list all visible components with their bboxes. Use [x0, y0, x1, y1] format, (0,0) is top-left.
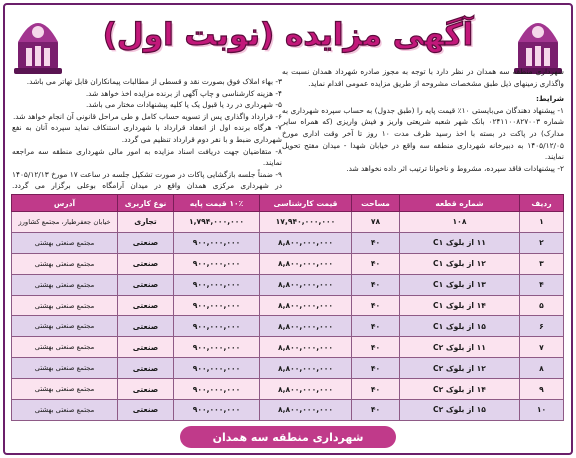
table-cell: ۴۰ [352, 337, 400, 358]
table-cell: ۴۰ [352, 358, 400, 379]
table-cell: ۱۵ از بلوک C۱ [400, 316, 520, 337]
conditions-heading: شرایط: [535, 94, 564, 104]
table-cell: ۶ [520, 316, 564, 337]
table-cell: ۹۰۰,۰۰۰,۰۰۰ [174, 337, 260, 358]
table-cell: ۸,۸۰۰,۰۰۰,۰۰۰ [260, 232, 352, 253]
condition-item: ۸- متقاضیان جهت دریافت اسناد مزایده به امور مالی شهرداری منطقه سه مراجعه نمایند. [12, 146, 282, 168]
column-header: آدرس [12, 195, 118, 212]
table-cell: مجتمع صنعتی بهشتی [12, 358, 118, 379]
table-cell: ۸ [520, 358, 564, 379]
table-cell: ۱,۷۹۴,۰۰۰,۰۰۰ [174, 212, 260, 233]
table-cell: صنعتی [118, 295, 174, 316]
table-cell: صنعتی [118, 274, 174, 295]
table-cell: صنعتی [118, 379, 174, 400]
condition-item: ۹- ضمناً جلسه بازگشایی پاکات در صورت تشکیل جلسه در ساعت ۱۷ مورخ ۱۴۰۵/۱۲/۱۳ در شهرداری مرکزی همدان واقع در میدان آرامگاه بوعلی برگزار می گردد. [12, 169, 282, 191]
table-cell: صنعتی [118, 337, 174, 358]
table-row [12, 232, 564, 253]
condition-item: ۳- بهاء املاک فوق بصورت نقد و قسطی از مطالبات پیمانکاران قابل تهاتر می باشد. [26, 77, 282, 86]
condition-item: ۶- قرارداد واگذاری پس از تسویه حساب کامل و طی مراحل قانونی آن انجام خواهد شد. [12, 111, 282, 121]
column-header: شماره قطعه [400, 195, 520, 212]
table-cell: ۴۰ [352, 295, 400, 316]
table-cell: ۴۰ [352, 253, 400, 274]
table-cell: ۸,۸۰۰,۰۰۰,۰۰۰ [260, 274, 352, 295]
condition-item: ۴- هزینه کارشناسی و چاپ آگهی از برنده مزایده اخذ خواهد شد. [85, 88, 282, 98]
table-cell: ۸,۸۰۰,۰۰۰,۰۰۰ [260, 295, 352, 316]
table-row [12, 274, 564, 295]
table-cell: ۹۰۰,۰۰۰,۰۰۰ [174, 232, 260, 253]
table-cell: ۵ [520, 295, 564, 316]
table-cell: ۱۴ از بلوک C۱ [400, 295, 520, 316]
page-title: آگهی مزایده (نوبت اول) [102, 17, 474, 53]
notice-title-banner [102, 6, 474, 64]
table-cell: ۱ [520, 212, 564, 233]
conditions-column-left [12, 76, 282, 204]
table-row [12, 316, 564, 337]
table-cell: صنعتی [118, 232, 174, 253]
table-cell: صنعتی [118, 358, 174, 379]
table-cell: صنعتی [118, 253, 174, 274]
table-row [12, 253, 564, 274]
table-cell: ۱۳ از بلوک C۱ [400, 274, 520, 295]
table-cell: ۴۰ [352, 232, 400, 253]
condition-item: ۲- پیشنهادات فاقد سپرده، مشروط و ناخوانا ترتیب اثر داده نخواهد شد. [346, 163, 564, 173]
intro-paragraph: شهرداری منطقه سه همدان در نظر دارد با توجه به مجوز صادره شهرداد همدان نسبت به واگذاری زمینهای ذیل طبق مشخصات مشروحه از طریق مزایده عمومی اقدام نماید. [282, 67, 564, 88]
table-cell: مجتمع صنعتی بهشتی [12, 274, 118, 295]
table-row [12, 358, 564, 379]
table-cell: ۱۷,۹۴۰,۰۰۰,۰۰۰ [260, 212, 352, 233]
table-cell: ۱۵ از بلوک C۲ [400, 400, 520, 421]
table-cell: ۹۰۰,۰۰۰,۰۰۰ [174, 400, 260, 421]
table-cell: ۹۰۰,۰۰۰,۰۰۰ [174, 379, 260, 400]
condition-item: ۵- شهرداری در رد یا قبول یک یا کلیه پیشنهادات مختار می باشد. [85, 100, 282, 110]
column-header: مساحت [352, 195, 400, 212]
table-cell: ۹۰۰,۰۰۰,۰۰۰ [174, 316, 260, 337]
table-cell: ۸,۸۰۰,۰۰۰,۰۰۰ [260, 358, 352, 379]
table-cell: ۱۲ از بلوک C۱ [400, 253, 520, 274]
table-cell: مجتمع صنعتی بهشتی [12, 400, 118, 421]
table-row [12, 379, 564, 400]
conditions-column-right [282, 66, 564, 174]
table-cell: مجتمع صنعتی بهشتی [12, 253, 118, 274]
table-header-row [12, 195, 564, 212]
auction-table [12, 194, 564, 421]
table-cell: ۹۰۰,۰۰۰,۰۰۰ [174, 295, 260, 316]
table-cell: ۱۲ از بلوک C۲ [400, 358, 520, 379]
table-cell: ۱۰۸ [400, 212, 520, 233]
column-header: نوع کاربری [118, 195, 174, 212]
table-cell: صنعتی [118, 316, 174, 337]
table-cell: ۸,۸۰۰,۰۰۰,۰۰۰ [260, 253, 352, 274]
table-cell: ۴۰ [352, 400, 400, 421]
column-header: ردیف [520, 195, 564, 212]
table-cell: خیابان جعفرطیار، مجتمع کشاورز [12, 212, 118, 233]
table-cell: ۱۰ [520, 400, 564, 421]
table-cell: ۳ [520, 253, 564, 274]
table-cell: ۱۱ از بلوک C۱ [400, 232, 520, 253]
table-cell: ۸,۸۰۰,۰۰۰,۰۰۰ [260, 400, 352, 421]
table-cell: مجتمع صنعتی بهشتی [12, 337, 118, 358]
condition-item: ۷- هرگاه برنده اول از انعقاد قرارداد با شهرداری استنکاف نماید سپرده آنان به نفع شهرداری ضبط و با نفر دوم قرارداد تنظیم می گردد. [12, 123, 282, 144]
table-cell: ۹۰۰,۰۰۰,۰۰۰ [174, 274, 260, 295]
footer-signature [180, 426, 396, 448]
table-cell: ۴۰ [352, 316, 400, 337]
municipality-emblem-icon [12, 10, 64, 76]
table-cell: ۸,۸۰۰,۰۰۰,۰۰۰ [260, 337, 352, 358]
table-cell: ۴۰ [352, 379, 400, 400]
column-header: قیمت کارشناسی [260, 195, 352, 212]
table-row [12, 295, 564, 316]
table-cell: تجاری [118, 212, 174, 233]
table-cell: ۹۰۰,۰۰۰,۰۰۰ [174, 253, 260, 274]
table-cell: ۹ [520, 379, 564, 400]
column-header: ۱۰٪ قیمت پایه [174, 195, 260, 212]
table-cell: ۱۴ از بلوک C۲ [400, 379, 520, 400]
table-row [12, 400, 564, 421]
table-cell: مجتمع صنعتی بهشتی [12, 232, 118, 253]
table-cell: ۸,۸۰۰,۰۰۰,۰۰۰ [260, 379, 352, 400]
table-cell: ۷۸ [352, 212, 400, 233]
table-cell: ۴۰ [352, 274, 400, 295]
table-cell: مجتمع صنعتی بهشتی [12, 379, 118, 400]
table-cell: ۹۰۰,۰۰۰,۰۰۰ [174, 358, 260, 379]
table-row [12, 212, 564, 233]
table-cell: ۱۱ از بلوک C۲ [400, 337, 520, 358]
table-row [12, 337, 564, 358]
table-cell: ۲ [520, 232, 564, 253]
table-cell: ۴ [520, 274, 564, 295]
table-cell: صنعتی [118, 400, 174, 421]
condition-item: ۱- پیشنهاد دهندگان می‌بایستی ۱۰٪ قیمت پایه را (طبق جدول) به حساب سپرده شهرداری به شماره ۰۲۴۱۱۰۰۸۲۷۰۰۳ بانک شهر شعبه شریعتی واریز و فیش واریزی (که همراه سایر مدارک) در پاکت در بسته با اخذ رسید ظرف مدت ۱۰ روز تا آخر وقت اداری مورخ ۱۴۰۵/۱۲/۰۵ به دبیرخانه شهرداری منطقه سه واقع در خیابان شهدا - میدان مفتح تحویل نمایند. [282, 105, 564, 162]
table-cell: مجتمع صنعتی بهشتی [12, 316, 118, 337]
footer-label: شهرداری منطقه سه همدان [212, 430, 364, 444]
table-cell: ۷ [520, 337, 564, 358]
table-cell: ۸,۸۰۰,۰۰۰,۰۰۰ [260, 316, 352, 337]
table-cell: مجتمع صنعتی بهشتی [12, 295, 118, 316]
